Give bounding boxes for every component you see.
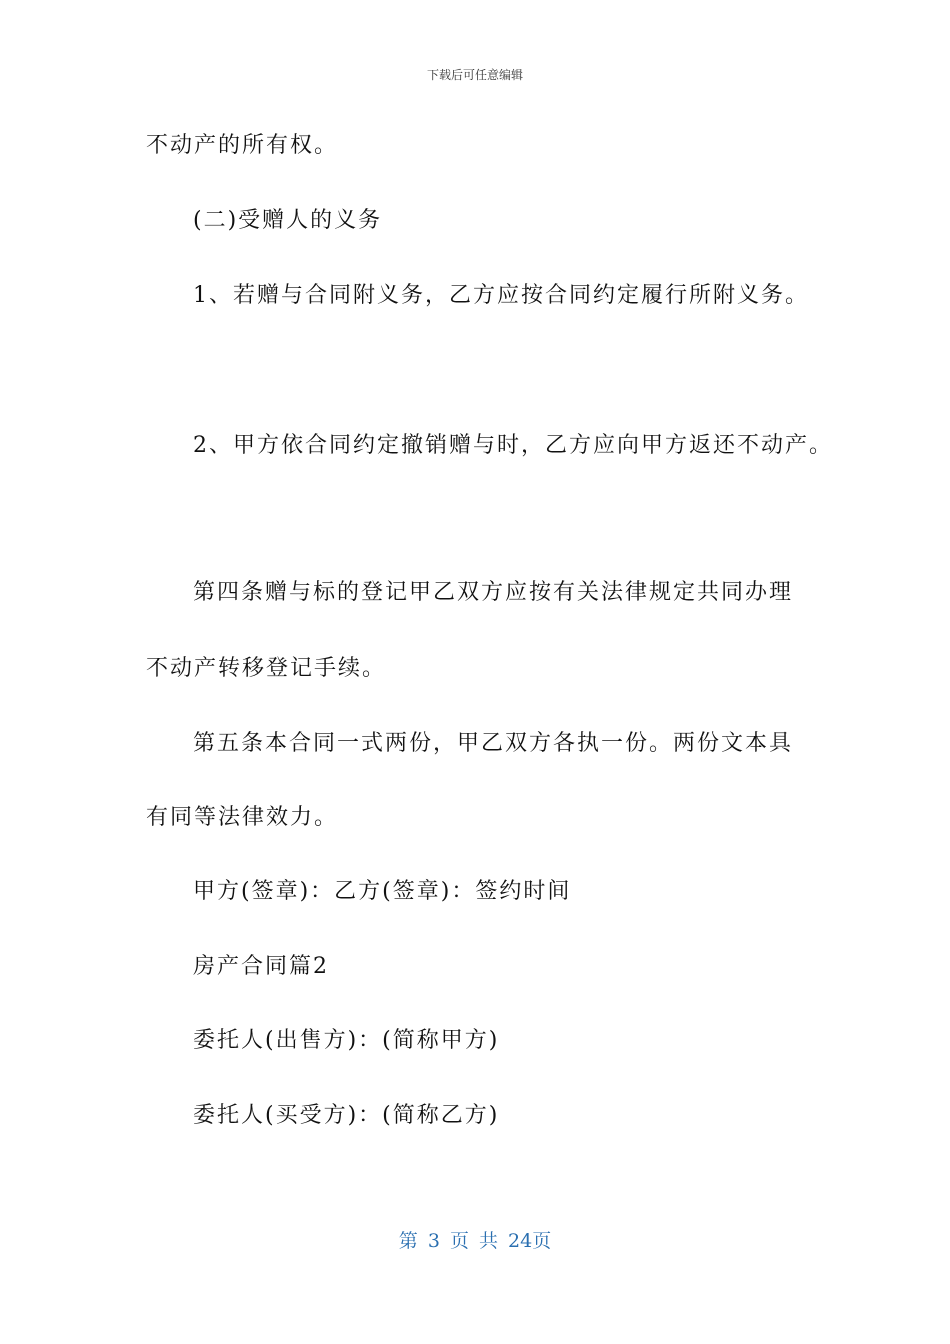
party-line-buyer: 委托人(买受方)：(简称乙方) bbox=[193, 1103, 500, 1128]
page-header-note: 下载后可任意编辑 bbox=[426, 68, 523, 82]
section-title: 房产合同篇2 bbox=[193, 954, 329, 979]
paragraph-line: 2、甲方依合同约定撤销赠与时，乙方应向甲方返还不动产。 bbox=[193, 433, 833, 458]
paragraph-line: 有同等法律效力。 bbox=[146, 805, 339, 830]
paragraph-line: 第五条本合同一式两份，甲乙双方各执一份。两份文本具 bbox=[193, 731, 794, 756]
paragraph-line: 第四条赠与标的登记甲乙双方应按有关法律规定共同办理 bbox=[193, 580, 794, 605]
paragraph-line: 不动产的所有权。 bbox=[146, 133, 339, 158]
section-heading: (二)受赠人的义务 bbox=[193, 208, 383, 233]
page-number-footer: 第 3 页 共 24页 bbox=[398, 1230, 552, 1252]
paragraph-line: 1、若赠与合同附义务，乙方应按合同约定履行所附义务。 bbox=[193, 283, 809, 308]
signature-line: 甲方(签章)：乙方(签章)：签约时间 bbox=[193, 879, 572, 904]
paragraph-line: 不动产转移登记手续。 bbox=[146, 656, 387, 681]
party-line-seller: 委托人(出售方)：(简称甲方) bbox=[193, 1028, 500, 1053]
